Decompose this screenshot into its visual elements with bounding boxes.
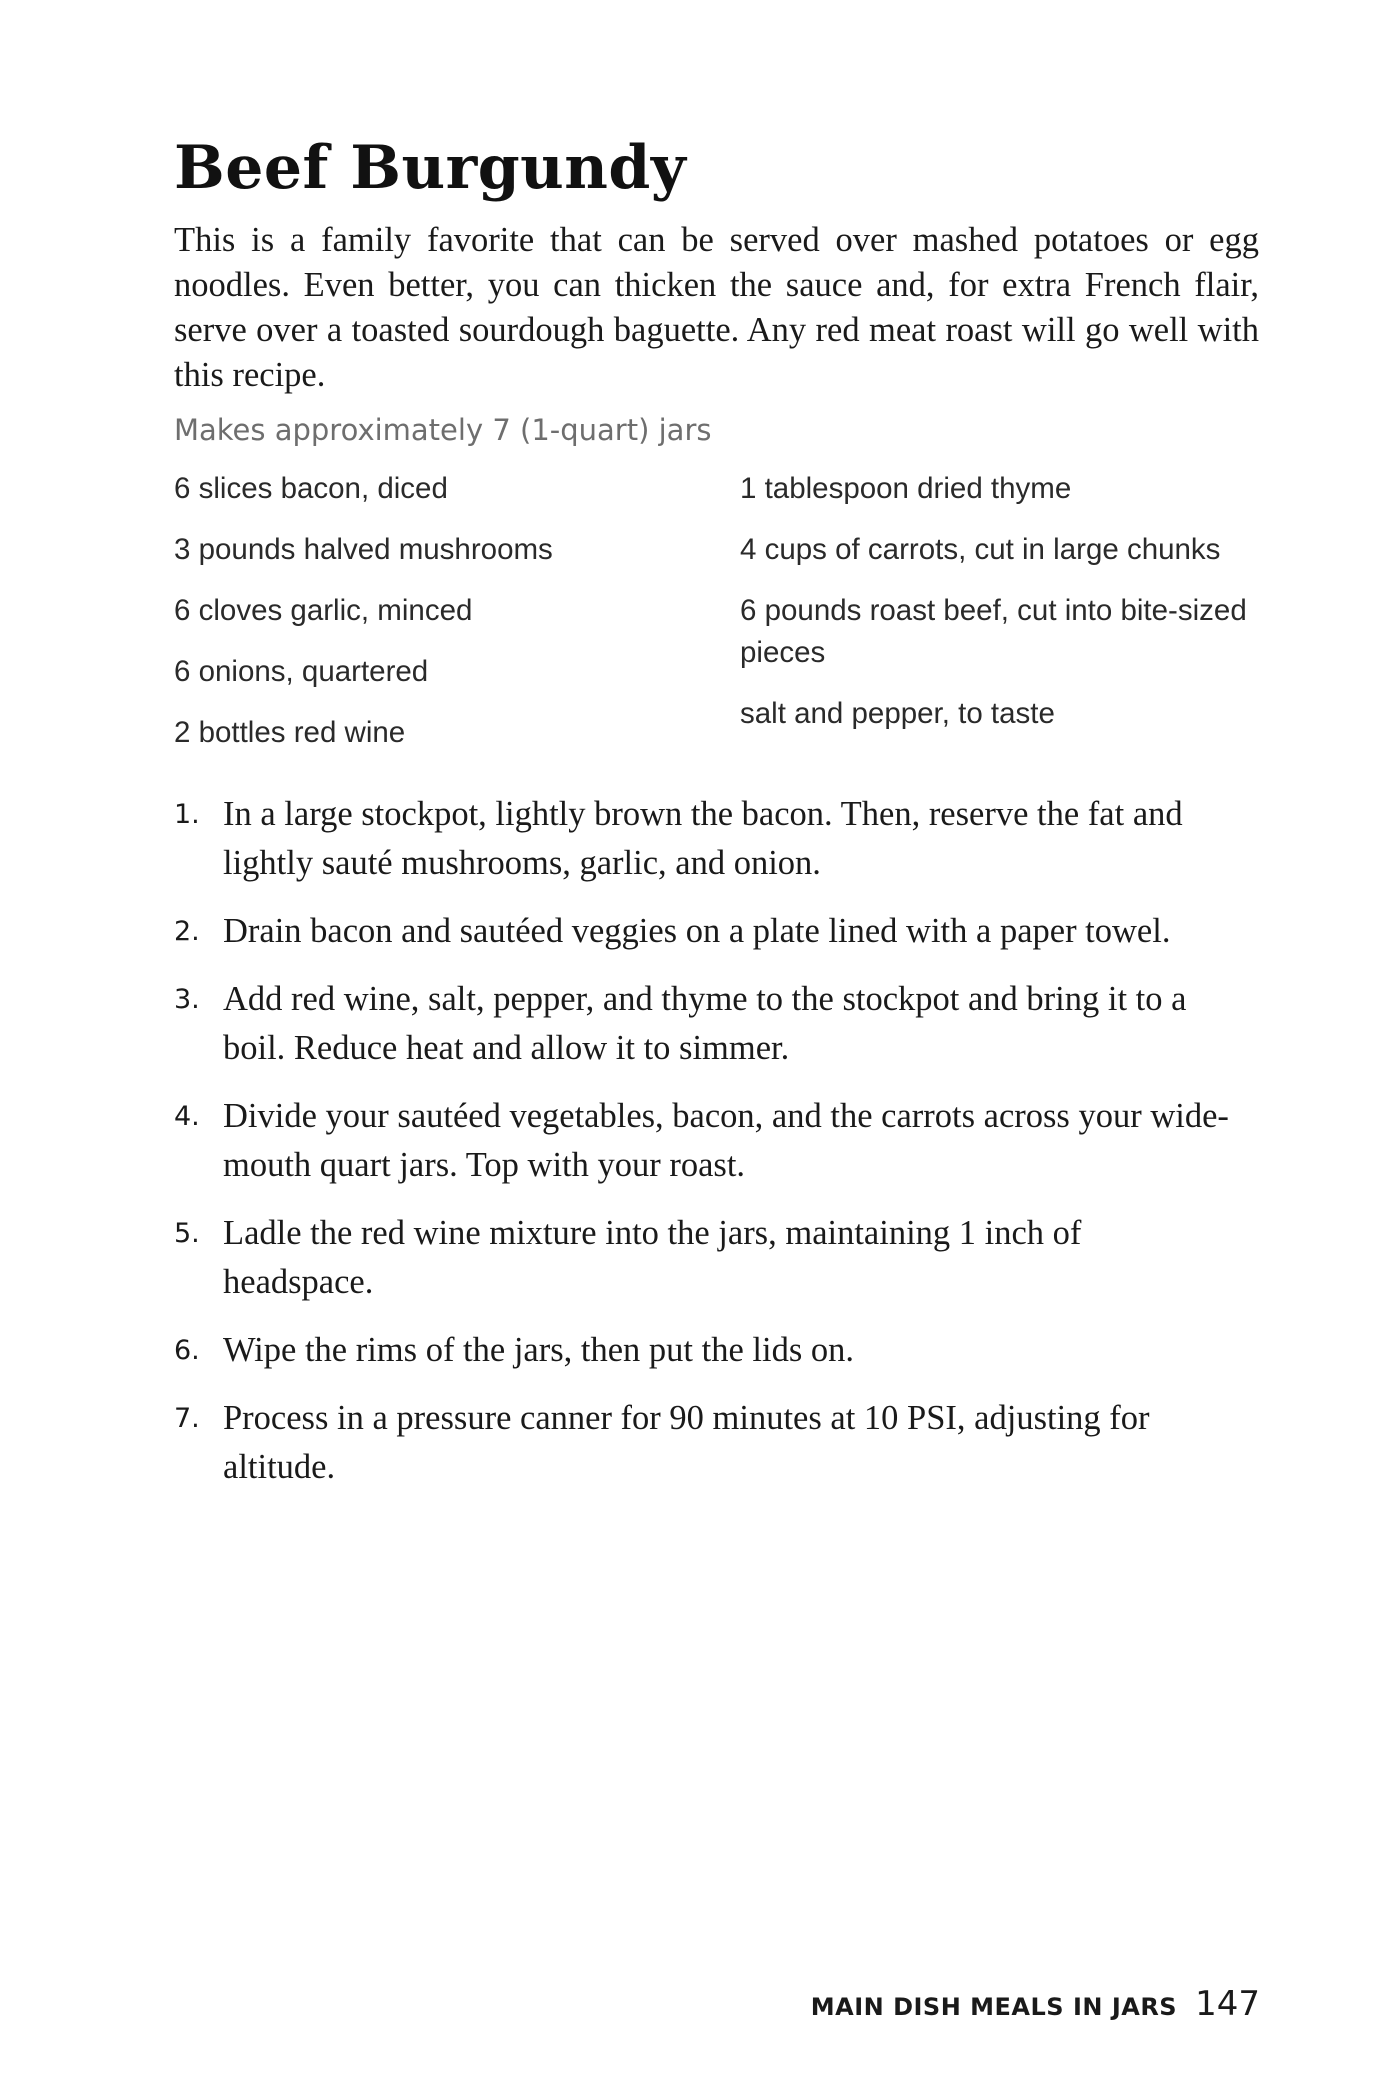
step-item: [174, 1092, 1234, 1190]
step-text: Add red wine, salt, pepper, and thyme to the stockpot and bring it to a boil. Reduce heat and allow it to simmer.: [223, 980, 1187, 1067]
step-text: Ladle the red wine mixture into the jars, maintaining 1 inch of headspace.: [223, 1214, 1082, 1301]
step-text: Drain bacon and sautéed veggies on a plate lined with a paper towel.: [223, 912, 1171, 950]
step-number: 4.: [174, 1101, 200, 1132]
step-number: 7.: [174, 1403, 200, 1434]
ingredients-left-column: [174, 468, 714, 773]
ingredients-right-column: [740, 468, 1260, 754]
page-footer: [811, 1984, 1260, 2024]
step-number: 2.: [174, 916, 200, 947]
step-number: 6.: [174, 1335, 200, 1366]
instruction-steps: [174, 790, 1234, 1511]
step-item: [174, 975, 1234, 1073]
step-item: [174, 790, 1234, 888]
recipe-intro: This is a family favorite that can be served over mashed potatoes or egg noodles. Even better, you can thicken the sauce and, for extra French flair, serve over a toasted sourdough baguette. Any red meat roast will go well with this recipe.: [174, 221, 1259, 394]
step-item: [174, 1326, 1234, 1375]
ingredient-item: 4 cups of carrots, cut in large chunks: [740, 533, 1221, 566]
step-number: 3.: [174, 984, 200, 1015]
step-item: [174, 1394, 1234, 1492]
recipe-yield: Makes approximately 7 (1-quart) jars: [174, 413, 712, 447]
step-text: Process in a pressure canner for 90 minutes at 10 PSI, adjusting for altitude.: [223, 1399, 1150, 1486]
step-text: Wipe the rims of the jars, then put the lids on.: [223, 1331, 854, 1369]
page-number: 147: [1195, 1984, 1260, 2024]
ingredient-item: 3 pounds halved mushrooms: [174, 533, 553, 566]
step-item: [174, 1209, 1234, 1307]
running-head: MAIN DISH MEALS IN JARS: [810, 1993, 1178, 2021]
step-item: [174, 907, 1234, 956]
step-text: Divide your sautéed vegetables, bacon, and the carrots across your wide-mouth quart jars. Top with your roast.: [223, 1097, 1229, 1184]
ingredient-item: 6 onions, quartered: [174, 655, 429, 688]
ingredient-item: 6 slices bacon, diced: [174, 472, 448, 505]
step-text: In a large stockpot, lightly brown the bacon. Then, reserve the fat and lightly sauté mushrooms, garlic, and onion.: [223, 795, 1183, 882]
ingredient-item: 6 pounds roast beef, cut into bite-sized pieces: [740, 594, 1247, 669]
ingredient-item: salt and pepper, to taste: [740, 697, 1055, 730]
recipe-title: Beef Burgundy: [174, 133, 687, 203]
ingredient-item: 1 tablespoon dried thyme: [740, 472, 1072, 505]
ingredient-item: 6 cloves garlic, minced: [174, 594, 473, 627]
step-number: 1.: [174, 799, 200, 830]
ingredient-item: 2 bottles red wine: [174, 716, 406, 749]
step-number: 5.: [174, 1218, 200, 1249]
